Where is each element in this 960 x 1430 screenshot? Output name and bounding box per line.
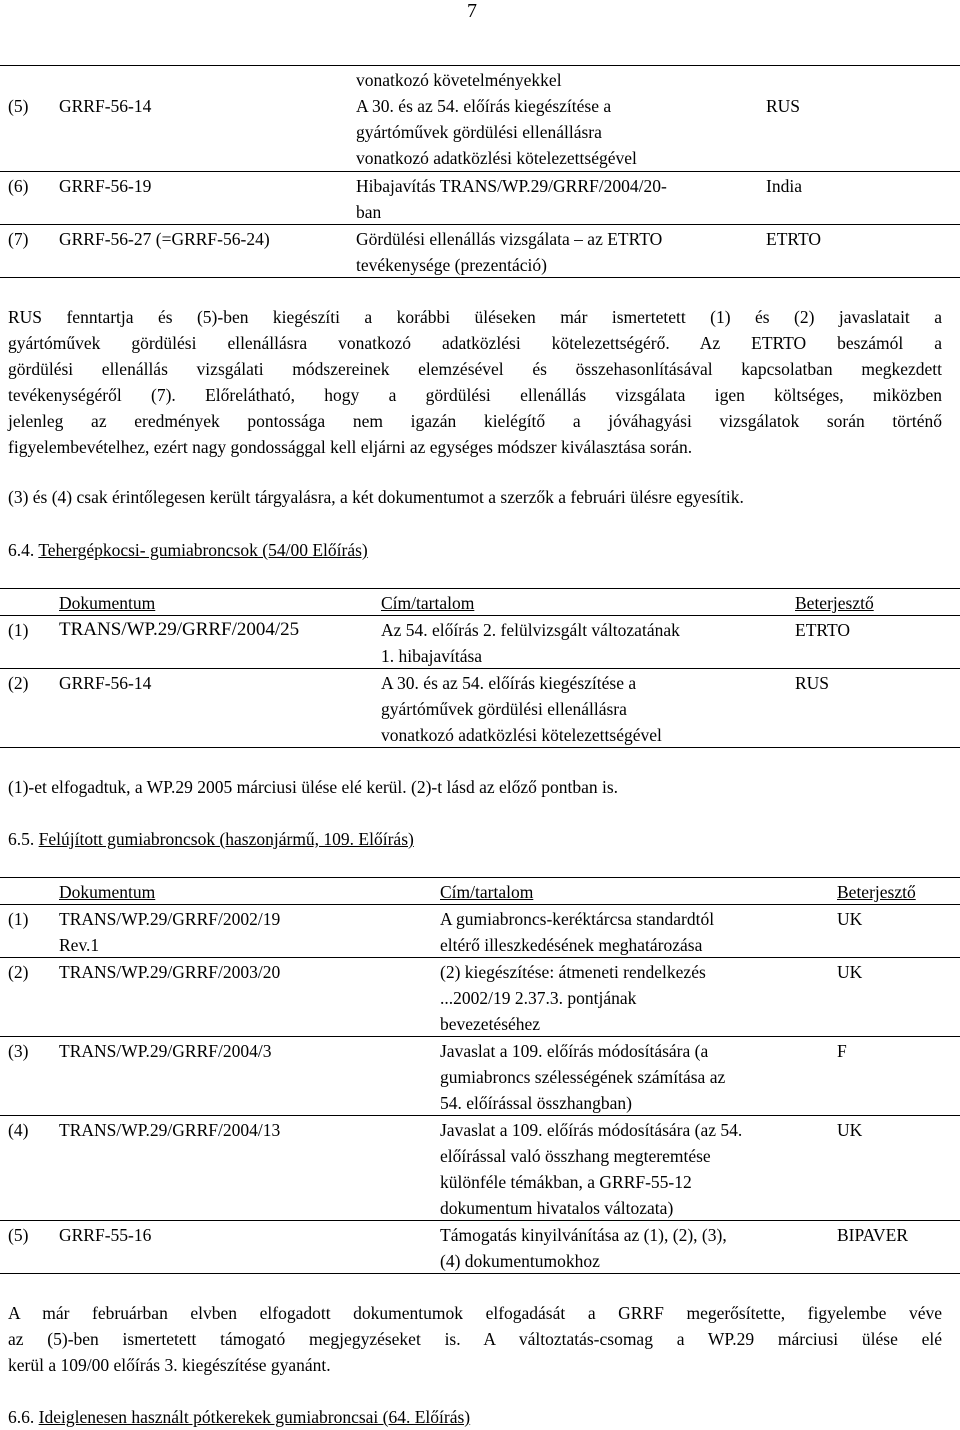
document-id: TRANS/WP.29/GRRF/2004/25 (59, 619, 300, 640)
document-id: GRRF-56-19 (59, 176, 152, 196)
section-heading-6-4 (8, 537, 368, 563)
title-line: Hibajavítás TRANS/WP.29/GRRF/2004/20- (356, 176, 667, 196)
title-line: A 30. és az 54. előírás kiegészítése a (356, 96, 612, 116)
section-title: Ideiglenesen használt pótkerekek gumiabroncsai (64. Előírás) (38, 1407, 471, 1427)
section-number: 6.4. (8, 540, 35, 560)
row-number: (1) (8, 909, 29, 929)
title-line: ...2002/19 2.37.3. pontjának (440, 988, 637, 1008)
table3-top-rule (0, 877, 960, 878)
column-header-submitter: Beterjesztő (795, 593, 874, 613)
title-line: gyártóművek gördülési ellenállásra (381, 699, 627, 719)
title-line: A gumiabroncs-keréktárcsa standardtól (440, 909, 715, 929)
row-number: (2) (8, 673, 29, 693)
paragraph-line: A már februárban elvben elfogadott dokumentumok elfogadását a GRRF megerősítette, figyelembe véve (8, 1303, 942, 1323)
table2-top-rule (0, 588, 960, 589)
title-line: vonatkozó adatközlési kötelezettségével (381, 725, 662, 745)
table1-row-rule (0, 224, 960, 225)
section-heading-6-6 (8, 1404, 470, 1430)
document-id-revision: Rev.1 (59, 935, 100, 955)
paragraph-line: jelenleg az eredmények pontossága nem igazán kielégítő a jóváhagyási vizsgálatok során történő (8, 411, 942, 431)
row-number: (5) (8, 96, 29, 116)
submitter: RUS (766, 96, 801, 116)
column-header-title: Cím/tartalom (381, 593, 475, 613)
column-header-title: Cím/tartalom (440, 882, 534, 902)
table2-row-rule (0, 668, 960, 669)
table1-row0-title: vonatkozó követelményekkel (356, 70, 562, 90)
title-line: gumiabroncs szélességének számítása az (440, 1067, 726, 1087)
column-header-document: Dokumentum (59, 593, 156, 613)
table3-row-rule (0, 1220, 960, 1221)
title-line: előírással való összhang megteremtése (440, 1146, 711, 1166)
title-line: Gördülési ellenállás vizsgálata – az ETRTO (356, 229, 663, 249)
page-number: 7 (467, 0, 477, 22)
paragraph-line: RUS fenntartja és (5)-ben kiegészíti a korábbi üléseken már ismertetett (1) és (2) javaslatait a (8, 307, 942, 327)
section-number: 6.5. (8, 829, 35, 849)
title-line: Támogatás kinyilvánítása az (1), (2), (3), (440, 1225, 727, 1245)
table3-row-rule (0, 1036, 960, 1037)
title-line: eltérő illeszkedésének meghatározása (440, 935, 703, 955)
title-line: 1. hibajavítása (381, 646, 483, 666)
paragraph-merge-note: (3) és (4) csak érintőlegesen került tárgyalásra, a két dokumentumot a szerzők a februári ülésre egyesítik. (8, 487, 744, 507)
title-line: tevékenysége (prezentáció) (356, 255, 547, 275)
section-title: Tehergépkocsi- gumiabroncsok (54/00 Előírás) (38, 540, 368, 560)
title-line: ban (356, 202, 382, 222)
row-number: (6) (8, 176, 29, 196)
document-id: GRRF-56-14 (59, 96, 152, 116)
paragraph-line: figyelembevételhez, ezért nagy gondossággal kell eljárni az egységes módszer kiválasztása során. (8, 437, 693, 457)
table2-bottom-rule (0, 747, 960, 748)
table3-bottom-rule (0, 1273, 960, 1274)
submitter: India (766, 176, 802, 196)
table2-header-rule (0, 615, 960, 616)
table3-row-rule (0, 957, 960, 958)
table3-header-rule (0, 904, 960, 905)
row-number: (5) (8, 1225, 29, 1245)
submitter: ETRTO (795, 620, 851, 640)
section-title: Felújított gumiabroncsok (haszonjármű, 109. Előírás) (38, 829, 414, 849)
paragraph-line: az (5)-ben ismertetett támogató megjegyzéseket is. A változtatás-csomag a WP.29 márciusi ülése elé (8, 1329, 942, 1349)
column-header-submitter: Beterjesztő (837, 882, 916, 902)
title-line: (4) dokumentumokhoz (440, 1251, 600, 1271)
title-line: dokumentum hivatalos változata) (440, 1198, 674, 1218)
paragraph-line: tevékenységéről (7). Előrelátható, hogy a gördülési ellenállás vizsgálata igen költséges, miközben (8, 385, 942, 405)
document-id: GRRF-56-14 (59, 673, 152, 693)
submitter: BIPAVER (837, 1225, 909, 1245)
title-line: Javaslat a 109. előírás módosítására (a (440, 1041, 709, 1061)
paragraph-line: gyártóművek gördülési ellenállásra vonatkozó adatközlési kötelezettségérő. Az ETRTO beszámól a (8, 333, 942, 353)
document-id: GRRF-56-27 (=GRRF-56-24) (59, 229, 270, 249)
table1-bottom-rule (0, 277, 960, 278)
title-line: A 30. és az 54. előírás kiegészítése a (381, 673, 637, 693)
title-line: különféle témákban, a GRRF-55-12 (440, 1172, 692, 1192)
document-id: TRANS/WP.29/GRRF/2004/13 (59, 1120, 281, 1140)
row-number: (2) (8, 962, 29, 982)
submitter: ETRTO (766, 229, 822, 249)
document-id: TRANS/WP.29/GRRF/2002/19 (59, 909, 281, 929)
paragraph-grrf-confirmation (8, 1300, 942, 1378)
document-id: TRANS/WP.29/GRRF/2004/3 (59, 1041, 272, 1061)
title-line: (2) kiegészítése: átmeneti rendelkezés (440, 962, 706, 982)
submitter: UK (837, 962, 863, 982)
title-line: vonatkozó adatközlési kötelezettségével (356, 148, 637, 168)
column-header-document: Dokumentum (59, 882, 156, 902)
paragraph-adoption-note: (1)-et elfogadtuk, a WP.29 2005 márciusi ülése elé kerül. (2)-t lásd az előző pontban is. (8, 777, 619, 797)
table1-top-rule (0, 65, 960, 66)
submitter: UK (837, 909, 863, 929)
table1-row-rule (0, 171, 960, 172)
paragraph-line: kerül a 109/00 előírás 3. kiegészítése gyanánt. (8, 1355, 331, 1375)
submitter: UK (837, 1120, 863, 1140)
row-number: (7) (8, 229, 29, 249)
document-id: TRANS/WP.29/GRRF/2003/20 (59, 962, 281, 982)
paragraph-line: gördülési ellenállás vizsgálati módszereinek elemzésével és összehasonlításával kapcsolatban megkezdett (8, 359, 942, 379)
title-line: Az 54. előírás 2. felülvizsgált változatának (381, 620, 680, 640)
row-number: (3) (8, 1041, 29, 1061)
title-line: gyártóművek gördülési ellenállásra (356, 122, 602, 142)
title-line: 54. előírással összhangban) (440, 1093, 632, 1113)
row-number: (1) (8, 620, 29, 640)
section-number: 6.6. (8, 1407, 35, 1427)
document-id: GRRF-55-16 (59, 1225, 152, 1245)
title-line: Javaslat a 109. előírás módosítására (az 54. (440, 1120, 743, 1140)
section-heading-6-5 (8, 826, 414, 852)
paragraph-rus-proposal (8, 304, 942, 460)
submitter: RUS (795, 673, 830, 693)
submitter: F (837, 1041, 847, 1061)
table3-row-rule (0, 1115, 960, 1116)
title-line: bevezetéséhez (440, 1014, 541, 1034)
row-number: (4) (8, 1120, 29, 1140)
